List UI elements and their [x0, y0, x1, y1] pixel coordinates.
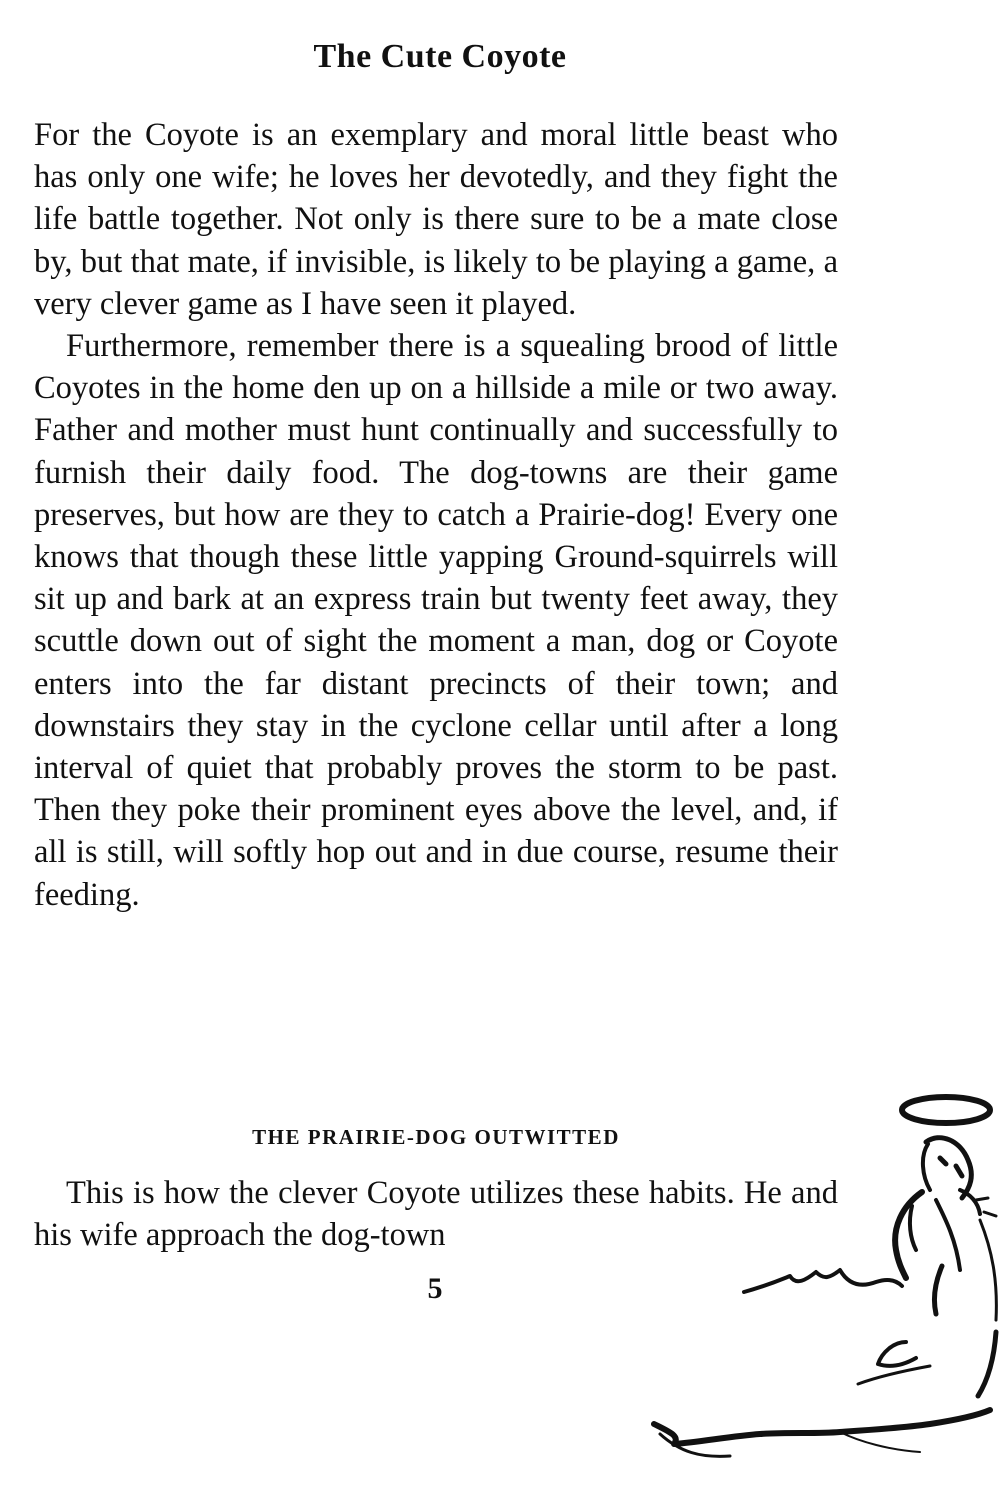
paragraph: For the Coyote is an exemplary and moral little beast who has only one wife; he loves her devotedly, and they fight the life battle together. Not only is there sure to be a mate close by, but that mate, if invisible, is likely to be playing a game, a very clever game as I have seen it played. [34, 117, 838, 322]
prairie-dog-sketch [640, 1080, 1000, 1497]
section-heading: THE PRAIRIE-DOG OUTWITTED [252, 1125, 620, 1149]
base-swoosh [654, 1410, 990, 1444]
paragraph: Furthermore, remember there is a squealing brood of little Coyotes in the home den up on a hillside a mile or two away. Father and mother must hunt continually and successfully to furnish their daily food. The dog-towns are their game preserves, but how are they to catch a Prairie-dog! Every one knows that though these little yapping Ground-squirrels will sit up and bark at an express train but twenty feet away, they scuttle down out of sight the moment a man, dog or Coyote enters into the far distant precincts of their town; and downstairs they stay in the cyclone cellar until after a long interval of quiet that probably proves the storm to be past. Then they poke their prominent eyes above the level, and, if all is still, will softly hop out and in due course, resume their feeding. [34, 328, 838, 913]
paragraph: This is how the clever Coyote utilizes these habits. He and his wife approach the dog-town [34, 1175, 838, 1254]
page-number: 5 [427, 1272, 443, 1305]
head-outline [926, 1138, 971, 1198]
halo-ring [902, 1097, 990, 1123]
running-head: The Cute Coyote [313, 38, 567, 75]
body-text [34, 114, 838, 916]
ground-line [744, 1270, 902, 1292]
body-outline [895, 1192, 922, 1278]
